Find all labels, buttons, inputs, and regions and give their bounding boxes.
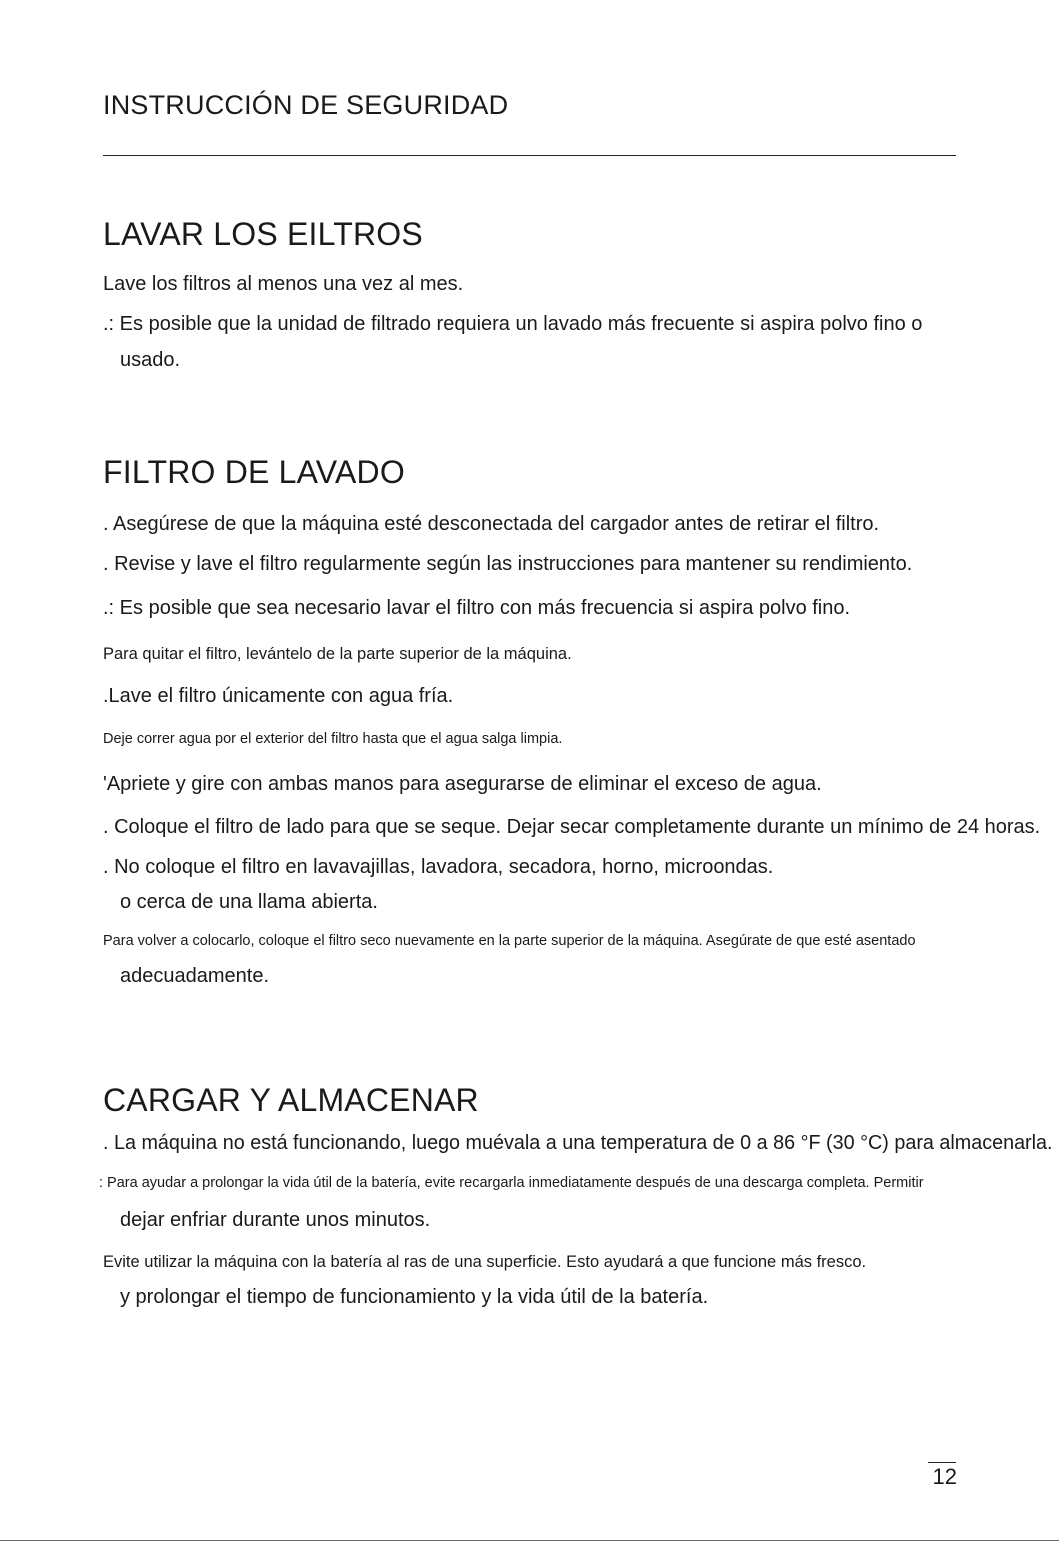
- document-header: INSTRUCCIÓN DE SEGURIDAD: [103, 90, 509, 120]
- paragraph-line: Para quitar el filtro, levántelo de la parte superior de la máquina.: [103, 645, 572, 663]
- bullet-line: . Coloque el filtro de lado para que se seque. Dejar secar completamente durante un mínimo de 24 horas.: [103, 816, 1041, 838]
- paragraph-continuation: dejar enfriar durante unos minutos.: [120, 1209, 431, 1231]
- paragraph-continuation: o cerca de una llama abierta.: [120, 891, 378, 913]
- paragraph-line: Para volver a colocarlo, coloque el filtro seco nuevamente en la parte superior de la máquina. Asegúrate de que esté asentado: [103, 933, 916, 949]
- section-heading-lavar-filtros: LAVAR LOS EILTROS: [103, 216, 423, 252]
- page-bottom-edge: [0, 1540, 1059, 1541]
- bullet-line: . Revise y lave el filtro regularmente según las instrucciones para mantener su rendimiento.: [103, 553, 913, 575]
- section-heading-cargar-almacenar: CARGAR Y ALMACENAR: [103, 1082, 479, 1118]
- page-number: 12: [932, 1464, 957, 1489]
- note-line: .: Es posible que la unidad de filtrado requiera un lavado más frecuente si aspira polvo fino o: [103, 313, 923, 335]
- paragraph-line: Deje correr agua por el exterior del filtro hasta que el agua salga limpia.: [103, 731, 563, 747]
- paragraph-continuation: adecuadamente.: [120, 965, 270, 987]
- page-number-overline: [928, 1462, 956, 1463]
- paragraph-continuation: usado.: [120, 349, 181, 371]
- header-divider: [103, 155, 956, 156]
- note-line: : Para ayudar a prolongar la vida útil de la batería, evite recargarla inmediatamente después de una descarga completa. Permitir: [99, 1175, 924, 1191]
- bullet-line: . Asegúrese de que la máquina esté desconectada del cargador antes de retirar el filtro.: [103, 513, 880, 535]
- note-line: .: Es posible que sea necesario lavar el filtro con más frecuencia si aspira polvo fino.: [103, 597, 851, 619]
- bullet-line: . La máquina no está funcionando, luego muévala a una temperatura de 0 a 86 °F (30 °C) para almacenarla.: [103, 1132, 1053, 1154]
- bullet-line: 'Apriete y gire con ambas manos para asegurarse de eliminar el exceso de agua.: [103, 773, 822, 795]
- section-heading-filtro-lavado: FILTRO DE LAVADO: [103, 454, 405, 490]
- paragraph-line: Lave los filtros al menos una vez al mes.: [103, 273, 464, 295]
- paragraph-line: Evite utilizar la máquina con la batería al ras de una superficie. Esto ayudará a que funcione más fresco.: [103, 1253, 867, 1271]
- bullet-line: . No coloque el filtro en lavavajillas, lavadora, secadora, horno, microondas.: [103, 856, 774, 878]
- paragraph-continuation: y prolongar el tiempo de funcionamiento y la vida útil de la batería.: [120, 1286, 709, 1308]
- bullet-line: .Lave el filtro únicamente con agua fría.: [103, 685, 454, 707]
